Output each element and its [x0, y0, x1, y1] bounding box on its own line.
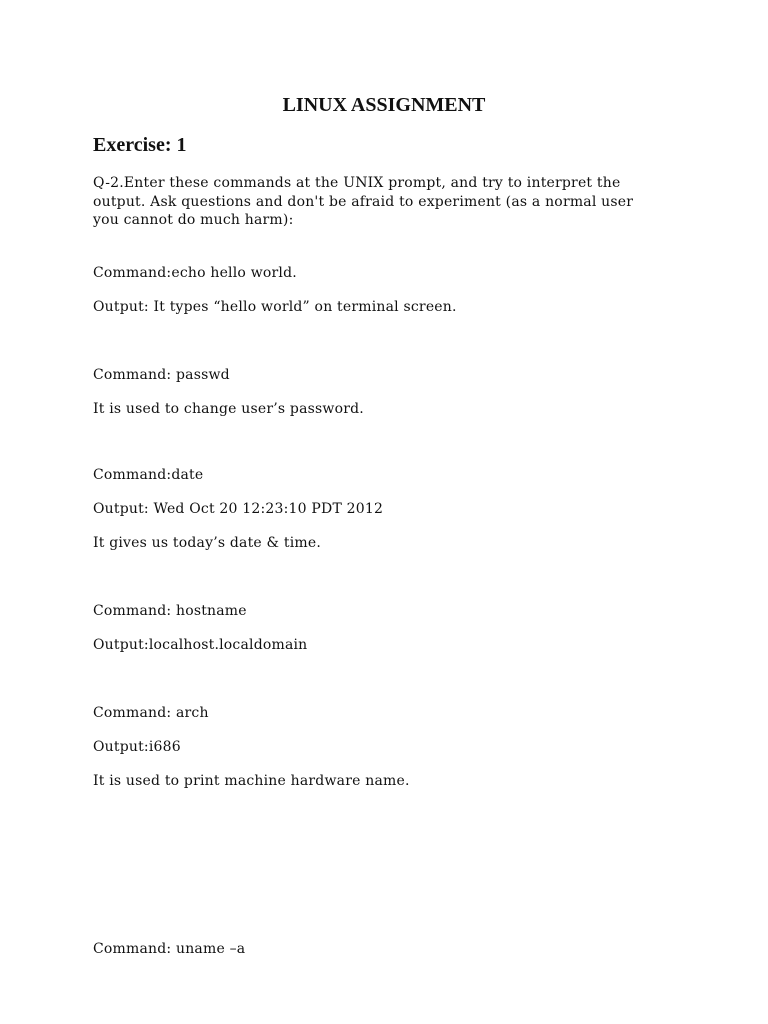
exercise-heading: Exercise: 1 [93, 134, 187, 156]
command-hostname: Command: hostname [93, 603, 247, 619]
command-uname: Command: uname –a [93, 941, 246, 957]
command-date: Command:date [93, 467, 204, 483]
description-passwd: It is used to change user’s password. [93, 401, 364, 417]
output-arch: Output:i686 [93, 739, 181, 755]
output-hostname: Output:localhost.localdomain [93, 637, 308, 653]
command-passwd: Command: passwd [93, 367, 230, 383]
document-title: LINUX ASSIGNMENT [282, 94, 486, 116]
question-line: Q-2.Enter these commands at the UNIX prompt, and try to interpret the [93, 175, 621, 191]
description-date: It gives us today’s date & time. [93, 535, 321, 551]
output-echo: Output: It types “hello world” on terminal screen. [93, 299, 457, 315]
question-line: output. Ask questions and don't be afraid to experiment (as a normal user [93, 194, 634, 210]
question-line: you cannot do much harm): [93, 212, 294, 228]
command-echo: Command:echo hello world. [93, 265, 297, 281]
output-date: Output: Wed Oct 20 12:23:10 PDT 2012 [93, 501, 384, 517]
description-arch: It is used to print machine hardware name. [93, 773, 410, 789]
command-arch: Command: arch [93, 705, 209, 721]
